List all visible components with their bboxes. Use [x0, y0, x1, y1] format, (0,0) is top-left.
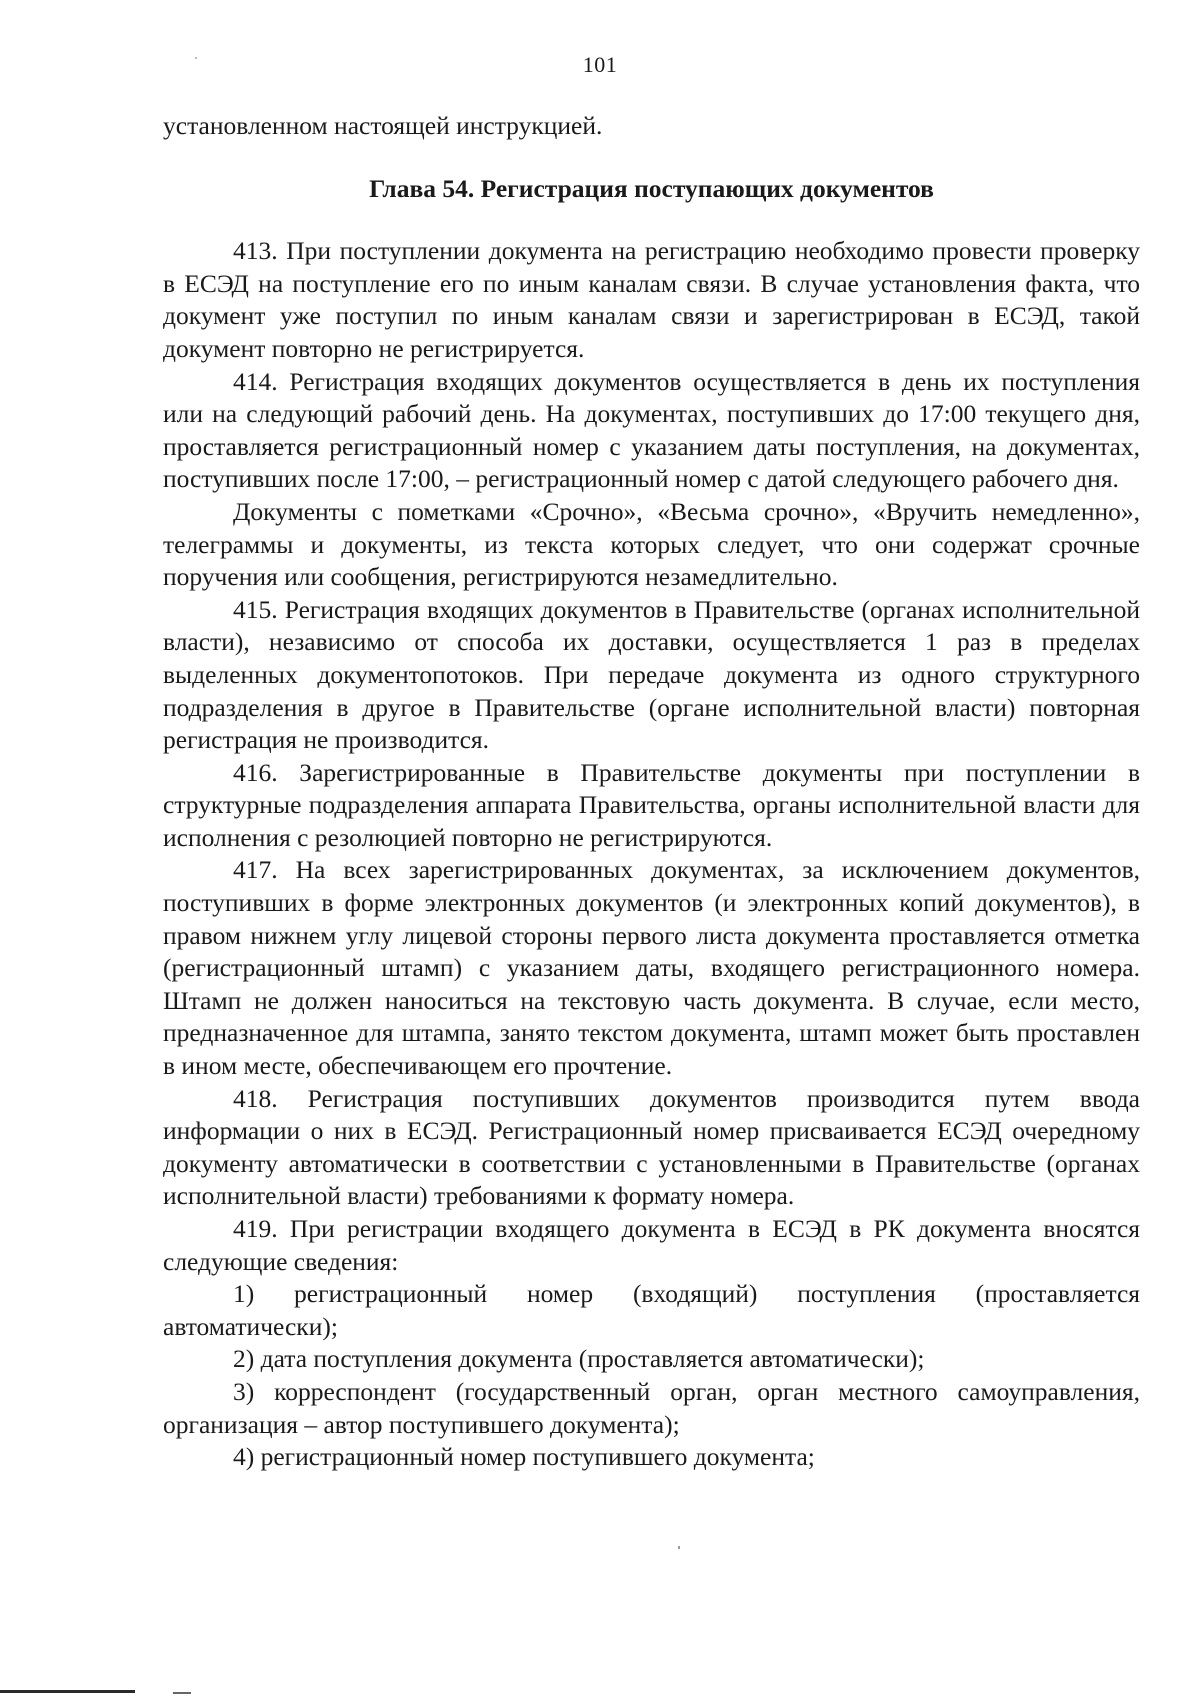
document-body — [163, 110, 1140, 1474]
list-item-4: 4) регистрационный номер поступившего документа; — [233, 1442, 815, 1472]
list-item-2: 2) дата поступления документа (проставляется автоматически); — [233, 1344, 925, 1374]
chapter-title: Глава 54. Регистрация поступающих документов — [369, 173, 934, 203]
page-number: 101 — [582, 52, 618, 77]
paragraph-414: 414. Регистрация входящих документов осуществляется в день их поступления или на следующий рабочий день. На документах, поступивших до 17:00 текущего дня, проставляется регистрационный номер с указанием даты поступления, на документах, поступивших после 17:00, – регистрационный номер с датой следующего рабочего дня. — [163, 366, 1140, 494]
scan-edge-line — [0, 1690, 135, 1693]
paragraph-419: 419. При регистрации входящего документа в ЕСЭД в РК документа вносятся следующие сведения: — [163, 1214, 1140, 1276]
paragraph-418: 418. Регистрация поступивших документов производится путем ввода информации о них в ЕСЭД. Регистрационный номер присваивается ЕСЭД очередному документу автоматически в соответствии с установленными в Правительстве (органах исполнительной власти) требованиями к формату номера. — [163, 1083, 1140, 1211]
paragraph-415: 415. Регистрация входящих документов в Правительстве (органах исполнительной власти), независимо от способа их доставки, осуществляется 1 раз в пределах выделенных документопотоков. При передаче документа из одного структурного подразделения в другое в Правительстве (органе исполнительной власти) повторная регистрация не производится. — [163, 594, 1140, 755]
continuation-paragraph: установленном настоящей инструкцией. — [163, 111, 603, 140]
scan-edge-line — [173, 1692, 191, 1694]
list-item-3: 3) корреспондент (государственный орган, орган местного самоуправления, организация – автор поступившего документа); — [163, 1376, 1140, 1439]
paragraph-urgent-documents: Документы с пометками «Срочно», «Весьма срочно», «Вручить немедленно», телеграммы и документы, из текста которых следует, что они содержат срочные поручения или сообщения, регистрируются незамедлительно. — [163, 496, 1140, 592]
paragraph-416: 416. Зарегистрированные в Правительстве документы при поступлении в структурные подразделения аппарата Правительства, органы исполнительной власти для исполнения с резолюцией повторно не регистрируются. — [163, 757, 1140, 852]
paragraph-413: 413. При поступлении документа на регистрацию необходимо провести проверку в ЕСЭД на поступление его по иным каналам связи. В случае установления факта, что документ уже поступил по иным каналам связи и зарегистрирован в ЕСЭД, такой документ повторно не регистрируется. — [163, 236, 1140, 363]
paragraph-417: 417. На всех зарегистрированных документах, за исключением документов, поступивших в форме электронных документов (и электронных копий документов), в правом нижнем углу лицевой стороны первого листа документа проставляется отметка (регистрационный штамп) с указанием даты, входящего регистрационного номера. Штамп не должен наноситься на текстовую часть документа. В случае, если место, предназначенное для штампа, занято текстом документа, штамп может быть проставлен в ином месте, обеспечивающем его прочтение. — [163, 855, 1140, 1081]
list-item-1: 1) регистрационный номер (входящий) поступления (проставляется автоматически); — [163, 1279, 1140, 1341]
scan-speck — [678, 1546, 680, 1549]
